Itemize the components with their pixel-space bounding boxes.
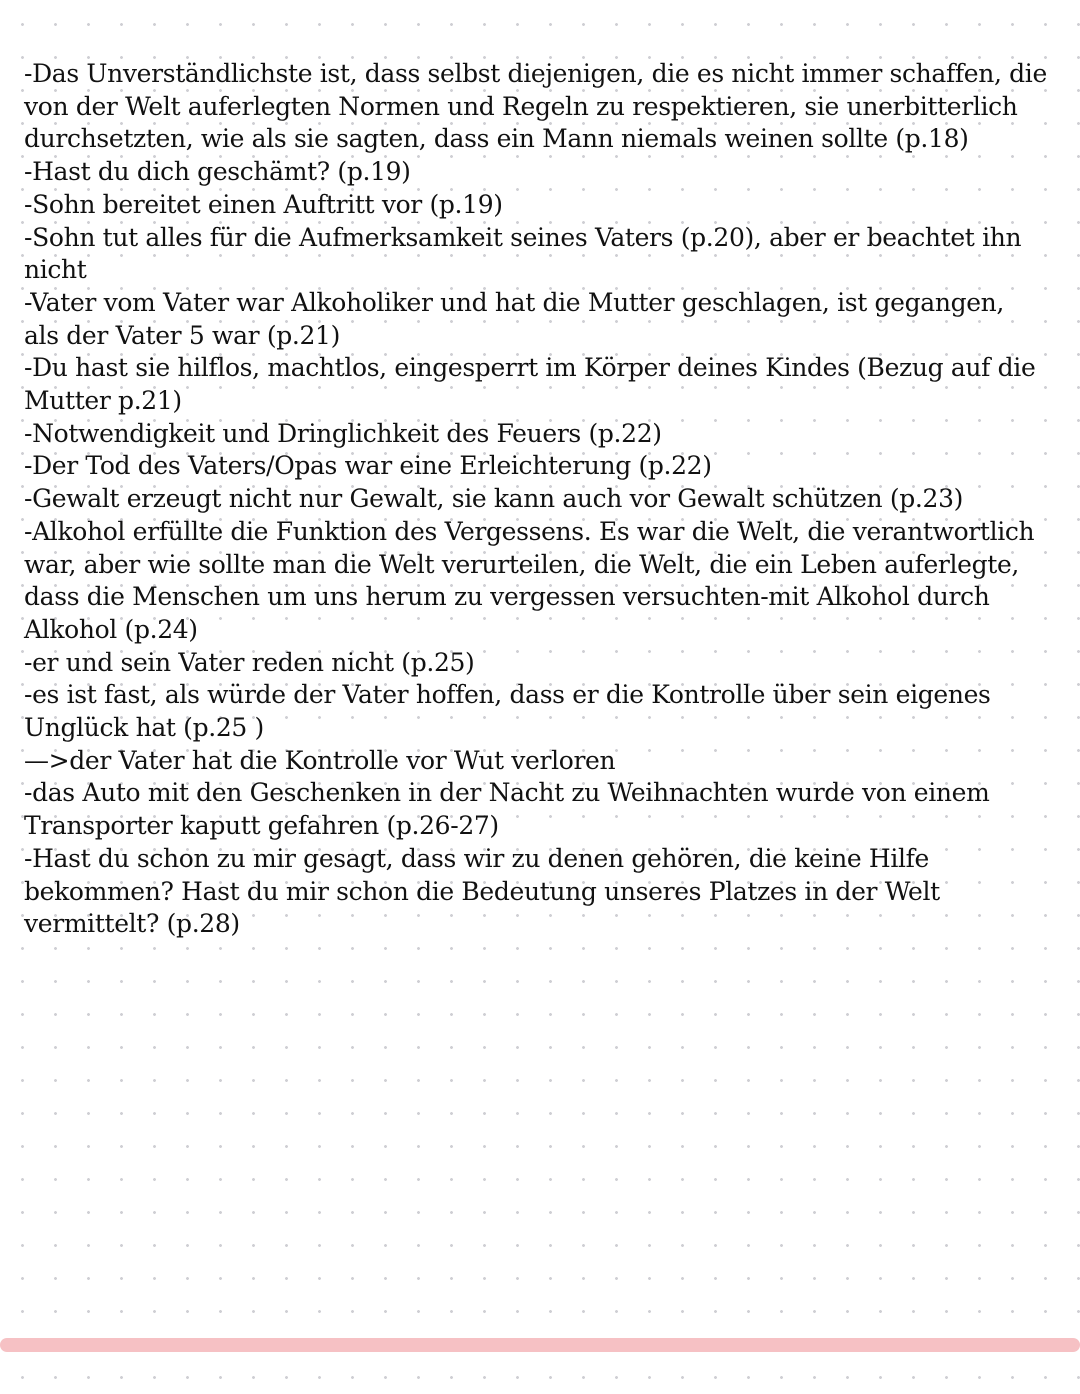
- note-line-27: vermittelt? (p.28): [24, 909, 240, 939]
- note-line-18: Alkohol (p.24): [24, 614, 198, 644]
- note-line-4: -Hast du dich geschämt? (p.19): [24, 157, 411, 187]
- note-line-21: Unglück hat (p.25 ): [24, 713, 264, 743]
- note-line-12: -Notwendigkeit und Dringlichkeit des Feuers (p.22): [24, 418, 662, 448]
- note-line-8: -Vater vom Vater war Alkoholiker und hat die Mutter geschlagen, ist gegangen,: [24, 287, 1005, 317]
- note-line-6: -Sohn tut alles für die Aufmerksamkeit seines Vaters (p.20), aber er beachtet ihn: [24, 222, 1022, 252]
- note-line-23: -das Auto mit den Geschenken in der Nacht zu Weihnachten wurde von einem: [24, 778, 990, 808]
- note-line-10: -Du hast sie hilflos, machtlos, eingesperrt im Körper deines Kindes (Bezug auf die: [24, 353, 1036, 383]
- note-line-1: -Das Unverständlichste ist, dass selbst diejenigen, die es nicht immer schaffen, die: [24, 59, 1047, 88]
- note-line-7: nicht: [24, 255, 87, 285]
- note-line-14: -Gewalt erzeugt nicht nur Gewalt, sie kann auch vor Gewalt schützen (p.23): [24, 484, 964, 514]
- bottom-margin-rule: [0, 1338, 1080, 1352]
- note-line-17: dass die Menschen um uns herum zu vergessen versuchten-mit Alkohol durch: [24, 582, 990, 612]
- note-line-9: als der Vater 5 war (p.21): [24, 320, 340, 350]
- note-line-25: -Hast du schon zu mir gesagt, dass wir zu denen gehören, die keine Hilfe: [24, 843, 929, 873]
- note-line-22: —>der Vater hat die Kontrolle vor Wut verloren: [24, 745, 616, 775]
- note-line-24: Transporter kaputt gefahren (p.26-27): [24, 811, 499, 841]
- note-line-3: durchsetzten, wie als sie sagten, dass ein Mann niemals weinen sollte (p.18): [24, 124, 969, 154]
- note-line-16: war, aber wie sollte man die Welt verurteilen, die Welt, die ein Leben auferlegte,: [24, 549, 1020, 579]
- note-line-19: -er und sein Vater reden nicht (p.25): [24, 647, 475, 677]
- note-line-2: von der Welt auferlegten Normen und Regeln zu respektieren, sie unerbitterlich: [24, 91, 1018, 121]
- note-line-13: -Der Tod des Vaters/Opas war eine Erleichterung (p.22): [24, 451, 712, 481]
- notes-list: [24, 58, 1047, 941]
- note-line-5: -Sohn bereitet einen Auftritt vor (p.19): [24, 189, 503, 219]
- note-line-15: -Alkohol erfüllte die Funktion des Vergessens. Es war die Welt, die verantwortlich: [24, 516, 1035, 546]
- note-line-26: bekommen? Hast du mir schon die Bedeutung unseres Platzes in der Welt: [24, 876, 940, 906]
- note-line-20: -es ist fast, als würde der Vater hoffen, dass er die Kontrolle über sein eigenes: [24, 680, 991, 710]
- note-line-11: Mutter p.21): [24, 386, 182, 416]
